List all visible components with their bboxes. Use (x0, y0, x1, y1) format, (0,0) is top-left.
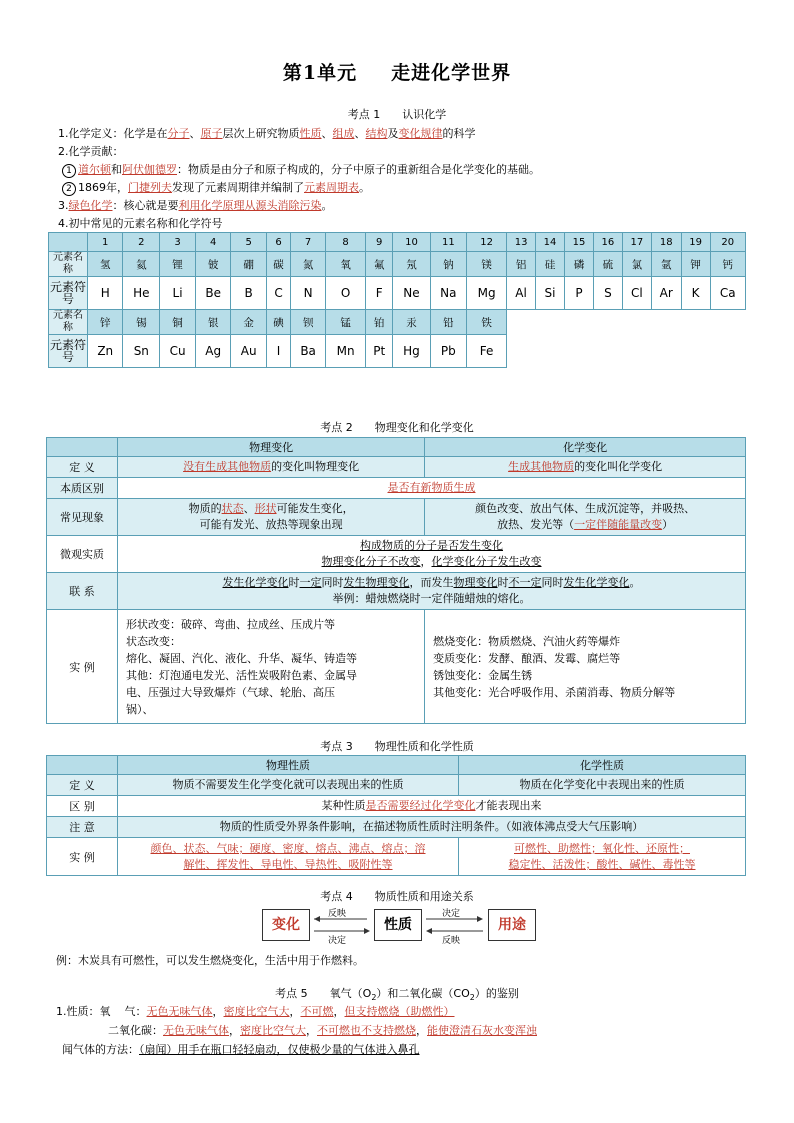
element-symbol: Fe (467, 335, 507, 368)
example-line: 燃烧变化：物质燃烧、汽油火药等爆炸 (433, 634, 621, 648)
element-number: 15 (564, 233, 593, 252)
element-symbol: Pt (366, 335, 393, 368)
element-name: 氧 (326, 252, 366, 277)
element-symbol: Al (507, 277, 536, 310)
element-symbol: Be (195, 277, 230, 310)
element-name: 铜 (160, 310, 196, 335)
essential-difference: 是否有新物质生成 (118, 478, 746, 499)
element-name: 氖 (393, 252, 430, 277)
element-name: 锡 (123, 310, 160, 335)
element-name: 氩 (651, 252, 681, 277)
element-number: 10 (393, 233, 430, 252)
element-name: 镁 (467, 252, 507, 277)
element-number: 1 (88, 233, 123, 252)
element-symbol: Cu (160, 335, 196, 368)
element-number: 17 (622, 233, 651, 252)
element-symbol: P (564, 277, 593, 310)
k3-heading: 考点 3 物理性质和化学性质 (320, 740, 474, 753)
element-name: 硫 (593, 252, 622, 277)
physical-chemical-property-table: 物理性质 化学性质 定 义 物质不需要发生化学变化就可以表现出来的性质 物质在化学变化中表现出来的性质 区 别 某种性质是否需要经过化学变化才能表现出来 注 意 物质的性质受外界条件影响，在描述物质性质时注明条件。（如液体沸点受大气压影响） 实 例 颜色、状态、气味；硬度、密度、熔点、沸点、熔点；溶 解性、挥发性、导电性、导热性、吸附性等 可燃性、助燃性；氧化性、还原性； 稳定性、活泼性；酸性、碱性、毒性等 (46, 755, 746, 876)
element-number: 3 (160, 233, 196, 252)
element-symbol: Pb (430, 335, 467, 368)
example-line: 其他：灯泡通电发光、活性炭吸附色素、金属导 (126, 668, 357, 682)
k1-line2: 2.化学贡献： (58, 145, 124, 158)
element-symbol: Ar (651, 277, 681, 310)
element-symbol: Mn (326, 335, 366, 368)
col-physical-change: 物理变化 (118, 438, 425, 457)
element-symbol: C (266, 277, 290, 310)
element-name: 锰 (326, 310, 366, 335)
element-name: 碘 (266, 310, 290, 335)
def-chemical-property: 物质在化学变化中表现出来的性质 (459, 775, 746, 796)
element-name-row-2: 元素名称 锌 锡 铜 银 金 碘 钡 锰 铂 汞 铅 铁 (49, 310, 746, 335)
examples-physical (118, 610, 425, 724)
example-line: 变质变化：发酵、酿酒、发霉、腐烂等 (433, 651, 621, 665)
element-symbol: S (593, 277, 622, 310)
element-number: 7 (291, 233, 326, 252)
k5-smell-line: 闻气体的方法：（扇闻）用手在瓶口轻轻扇动，仅使极少量的气体进入鼻孔 (62, 1043, 420, 1056)
element-symbol: Hg (393, 335, 430, 368)
def-chemical: 生成其他物质的变化叫化学变化 (425, 457, 746, 478)
element-number-row (49, 233, 746, 252)
element-symbol: Si (536, 277, 565, 310)
property-use-diagram (262, 909, 537, 947)
label-reflect-2: 反映 (442, 936, 461, 946)
k1-line1: 1.化学定义：化学是在分子、原子层次上研究物质性质、组成、结构及变化规律的科学 (58, 127, 476, 140)
k1-line5: 3.绿色化学：核心就是要利用化学原理从源头消除污染。 (58, 199, 333, 212)
element-symbol: Ag (195, 335, 230, 368)
element-name: 硅 (536, 252, 565, 277)
element-symbol: K (681, 277, 710, 310)
k4-heading: 考点 4 物质性质和用途关系 (320, 890, 474, 903)
def-physical: 没有生成其他物质的变化叫物理变化 (118, 457, 425, 478)
element-name: 氦 (123, 252, 160, 277)
box-change: 变化 (262, 909, 310, 941)
element-number: 6 (266, 233, 290, 252)
element-number: 14 (536, 233, 565, 252)
property-note: 物质的性质受外界条件影响，在描述物质性质时注明条件。（如液体沸点受大气压影响） (118, 817, 746, 838)
k4-example: 例：木炭具有可燃性，可以发生燃烧变化，生活中用于作燃料。 (56, 954, 364, 967)
element-symbol: F (366, 277, 393, 310)
example-line: 状态改变： (126, 634, 181, 648)
physical-chemical-change-table: 物理变化 化学变化 定 义 没有生成其他物质的变化叫物理变化 生成其他物质的变化叫化学变化 本质区别 是否有新物质生成 常见现象 物质的状态、形状可能发生变化， 可能有发光、放热等现象出现 颜色改变、放出气体、生成沉淀等，并吸热、 放热、发光等（一定伴随能量改变） 微观实质 构成物质的分子是否发生变化 物理变化分子不改变，化学变化分子发生改变 联 系 发生化学变化时一定同时发生物理变化，而发生物理变化时不一定同时发生化学变化。 举例：蜡烛燃烧时一定伴随蜡烛的熔化。 实 例 形状改变：破碎、弯曲、拉成丝、压成片等 状态改变： 熔化、凝固、汽化、液化、升华、凝华、铸造等 其他：灯泡通电发光、活性炭吸附色素、金属导 电、压强过大导致爆炸（气球、轮胎、高压 锅）、 燃烧变化：物质燃烧、汽油火药等爆炸 变质变化：发酵、酿酒、发霉、腐烂等 锈蚀变化：金属生锈 其他变化：光合呼吸作用、杀菌消毒、物质分解等 (46, 437, 746, 724)
element-symbol-row-2: 元素符号 Zn Sn Cu Ag Au I Ba Mn Pt Hg Pb Fe (49, 335, 746, 368)
examples-chemical (425, 610, 746, 724)
example-line: 锈蚀变化：金属生锈 (433, 668, 533, 682)
relation: 发生化学变化时一定同时发生物理变化，而发生物理变化时不一定同时发生化学变化。 举例：蜡烛燃烧时一定伴随蜡烛的熔化。 (118, 573, 746, 610)
element-name: 氢 (88, 252, 123, 277)
page-title (0, 58, 794, 85)
flow-arrows (262, 909, 537, 947)
element-number: 20 (710, 233, 745, 252)
element-name: 铍 (195, 252, 230, 277)
element-number: 9 (366, 233, 393, 252)
element-symbol: Na (430, 277, 467, 310)
col-physical-property: 物理性质 (118, 756, 459, 775)
element-symbol: I (266, 335, 290, 368)
micro-essence: 构成物质的分子是否发生变化 物理变化分子不改变，化学变化分子发生改变 (118, 536, 746, 573)
element-name: 钙 (710, 252, 745, 277)
k2-heading: 考点 2 物理变化和化学变化 (320, 421, 474, 434)
element-name-row: 元素名称 氢 氦 锂 铍 硼 碳 氮 氧 氟 氖 钠 镁 铝 硅 磷 硫 氯 氩 钾 钙 (49, 252, 746, 277)
circle-number: 1 (62, 164, 76, 178)
element-number: 2 (123, 233, 160, 252)
element-table (48, 232, 746, 368)
element-symbol: N (291, 277, 326, 310)
element-number: 11 (430, 233, 467, 252)
element-name: 氟 (366, 252, 393, 277)
k1-line6: 4.初中常见的元素名称和化学符号 (58, 217, 223, 230)
element-symbol: He (123, 277, 160, 310)
element-name: 氮 (291, 252, 326, 277)
element-name: 碳 (266, 252, 290, 277)
element-number: 19 (681, 233, 710, 252)
k5-heading: 考点 5 氧气$(O_2)$和二氧化碳$(CO_2)$的鉴别 (275, 987, 519, 1003)
element-name: 铝 (507, 252, 536, 277)
phen-physical: 物质的状态、形状可能发生变化， 可能有发光、放热等现象出现 (118, 499, 425, 536)
examples-chemical-property: 可燃性、助燃性；氧化性、还原性； 稳定性、活泼性；酸性、碱性、毒性等 (459, 838, 746, 876)
element-number: 5 (231, 233, 266, 252)
element-name: 汞 (393, 310, 430, 335)
phen-chemical: 颜色改变、放出气体、生成沉淀等，并吸热、 放热、发光等（一定伴随能量改变） (425, 499, 746, 536)
element-name: 铂 (366, 310, 393, 335)
element-name: 钠 (430, 252, 467, 277)
element-symbol: Au (231, 335, 266, 368)
title-text: 走进化学世界 (391, 62, 512, 84)
box-use: 用途 (488, 909, 536, 941)
k1-line4: 2 1869年，门捷列夫发现了元素周期律并编制了元素周期表。 (62, 179, 370, 196)
k1-heading: 考点 1 认识化学 (347, 108, 447, 121)
element-symbol: O (326, 277, 366, 310)
box-property: 性质 (374, 909, 422, 941)
label-decide-1: 决定 (328, 936, 347, 946)
element-name: 钾 (681, 252, 710, 277)
example-line: 形状改变：破碎、弯曲、拉成丝、压成片等 (126, 617, 335, 631)
element-number: 16 (593, 233, 622, 252)
k5-o2-line: 1.性质：氧 气：无色无味气体，密度比空气大，不可燃，但支持燃烧（助燃性） (56, 1005, 455, 1018)
element-symbol: Li (160, 277, 196, 310)
element-name: 硼 (231, 252, 266, 277)
element-symbol-row: 元素符号 H He Li Be B C N O F Ne Na Mg Al Si P S Cl Ar K Ca (49, 277, 746, 310)
property-difference: 某种性质是否需要经过化学变化才能表现出来 (118, 796, 746, 817)
example-line: 其他变化：光合呼吸作用、杀菌消毒、物质分解等 (433, 685, 676, 699)
element-symbol: Ba (291, 335, 326, 368)
element-name: 铁 (467, 310, 507, 335)
col-chemical-change: 化学变化 (425, 438, 746, 457)
k1-line3: 1 道尔顿和阿伏伽德罗：物质是由分子和原子构成的，分子中原子的重新组合是化学变化的基础。 (62, 161, 540, 178)
element-symbol: Ca (710, 277, 745, 310)
element-symbol: Mg (467, 277, 507, 310)
element-number: 4 (195, 233, 230, 252)
element-symbol: B (231, 277, 266, 310)
element-name: 银 (195, 310, 230, 335)
element-name: 锂 (160, 252, 196, 277)
element-symbol: Sn (123, 335, 160, 368)
label-reflect-1: 反映 (328, 909, 347, 919)
element-number: 12 (467, 233, 507, 252)
element-symbol: Zn (88, 335, 123, 368)
title-unit: 第1单元 (282, 62, 358, 84)
element-number: 13 (507, 233, 536, 252)
element-number: 18 (651, 233, 681, 252)
col-chemical-property: 化学性质 (459, 756, 746, 775)
example-line: 锅）、 (126, 702, 154, 716)
element-symbol: Ne (393, 277, 430, 310)
element-name: 钡 (291, 310, 326, 335)
element-symbol: H (88, 277, 123, 310)
element-name: 金 (231, 310, 266, 335)
examples-physical-property: 颜色、状态、气味；硬度、密度、熔点、沸点、熔点；溶 解性、挥发性、导电性、导热性、吸附性等 (118, 838, 459, 876)
element-name: 氯 (622, 252, 651, 277)
example-line: 电、压强过大导致爆炸（气球、轮胎、高压 (126, 685, 335, 699)
def-physical-property: 物质不需要发生化学变化就可以表现出来的性质 (118, 775, 459, 796)
element-name: 铅 (430, 310, 467, 335)
element-name: 磷 (564, 252, 593, 277)
example-line: 熔化、凝固、汽化、液化、升华、凝华、铸造等 (126, 651, 357, 665)
circle-number: 2 (62, 182, 76, 196)
k5-co2-line: 二氧化碳：无色无味气体，密度比空气大，不可燃也不支持燃烧，能使澄清石灰水变浑浊 (108, 1024, 537, 1037)
label-decide-2: 决定 (442, 909, 461, 919)
element-number: 8 (326, 233, 366, 252)
element-symbol: Cl (622, 277, 651, 310)
element-name: 锌 (88, 310, 123, 335)
